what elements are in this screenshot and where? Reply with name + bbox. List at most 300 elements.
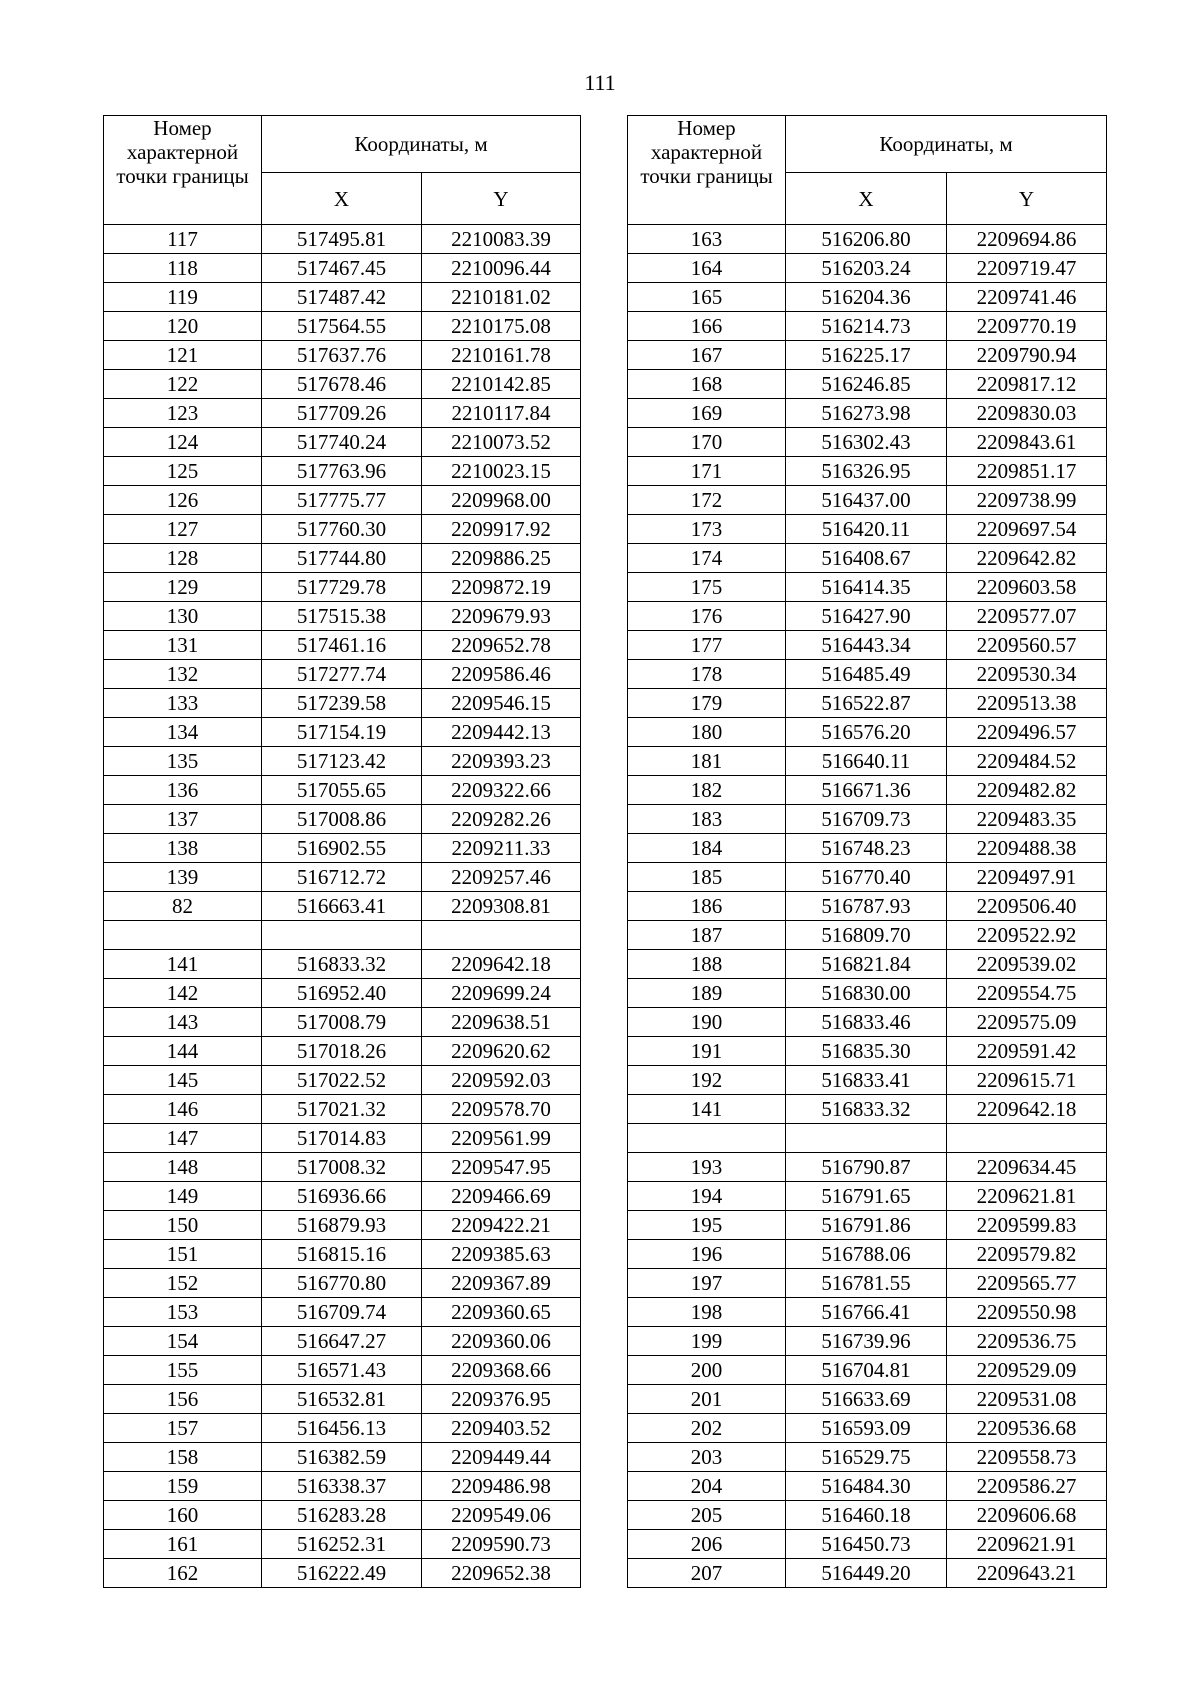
table-row: [104, 1559, 581, 1588]
y-coordinate-cell: 2209621.81: [947, 1182, 1107, 1211]
point-number-cell: 149: [104, 1182, 262, 1211]
table-row: [104, 486, 581, 515]
table-row: [628, 1472, 1107, 1501]
y-coordinate-cell: 2209496.57: [947, 718, 1107, 747]
table-row: [104, 747, 581, 776]
table-row: [628, 1356, 1107, 1385]
table-row: [104, 631, 581, 660]
y-coordinate-cell: 2209741.46: [947, 283, 1107, 312]
table-row: [628, 805, 1107, 834]
y-coordinate-cell: 2209486.98: [422, 1472, 581, 1501]
y-coordinate-cell: 2209699.24: [422, 979, 581, 1008]
point-number-cell: 182: [628, 776, 786, 805]
y-coordinate-cell: 2210175.08: [422, 312, 581, 341]
point-number-cell: 118: [104, 254, 262, 283]
table-row: [628, 747, 1107, 776]
y-coordinate-cell: 2209497.91: [947, 863, 1107, 892]
point-number-cell: 120: [104, 312, 262, 341]
x-coordinate-cell: 517055.65: [262, 776, 422, 805]
x-coordinate-cell: 517022.52: [262, 1066, 422, 1095]
y-coordinate-cell: 2209211.33: [422, 834, 581, 863]
table-row: [104, 1530, 581, 1559]
table-row: [628, 892, 1107, 921]
x-coordinate-cell: 516791.65: [786, 1182, 947, 1211]
point-number-cell: 153: [104, 1298, 262, 1327]
point-number-cell: 205: [628, 1501, 786, 1530]
x-coordinate-cell: 516204.36: [786, 283, 947, 312]
point-number-cell: 119: [104, 283, 262, 312]
table-row: [104, 1153, 581, 1182]
table-row: [628, 1414, 1107, 1443]
table-row: [104, 863, 581, 892]
x-coordinate-cell: 516338.37: [262, 1472, 422, 1501]
x-coordinate-cell: 517467.45: [262, 254, 422, 283]
x-coordinate-cell: 516712.72: [262, 863, 422, 892]
x-coordinate-cell: 516821.84: [786, 950, 947, 979]
y-coordinate-cell: 2209550.98: [947, 1298, 1107, 1327]
y-coordinate-cell: 2209615.71: [947, 1066, 1107, 1095]
y-coordinate-cell: 2209376.95: [422, 1385, 581, 1414]
y-coordinate-cell: 2209549.06: [422, 1501, 581, 1530]
x-coordinate-cell: 516246.85: [786, 370, 947, 399]
x-coordinate-cell: 516225.17: [786, 341, 947, 370]
point-number-cell: 199: [628, 1327, 786, 1356]
table-row: [104, 979, 581, 1008]
y-coordinate-cell: 2209586.46: [422, 660, 581, 689]
table-row: [104, 399, 581, 428]
y-coordinate-cell: 2209484.52: [947, 747, 1107, 776]
point-number-cell: 164: [628, 254, 786, 283]
point-number-cell: 159: [104, 1472, 262, 1501]
table-row: [104, 1269, 581, 1298]
y-coordinate-cell: 2209442.13: [422, 718, 581, 747]
x-coordinate-cell: 516522.87: [786, 689, 947, 718]
table-row: [104, 370, 581, 399]
table-row: [628, 1037, 1107, 1066]
table-row: [628, 399, 1107, 428]
point-number-cell: 154: [104, 1327, 262, 1356]
x-header: X: [262, 173, 422, 225]
x-coordinate-cell: [786, 1124, 947, 1153]
table-row: [104, 457, 581, 486]
y-coordinate-cell: 2209488.38: [947, 834, 1107, 863]
x-coordinate-cell: 516529.75: [786, 1443, 947, 1472]
table-row: [628, 689, 1107, 718]
point-number-cell: 131: [104, 631, 262, 660]
table-row: [628, 1530, 1107, 1559]
y-header: Y: [947, 173, 1107, 225]
table-row: [104, 515, 581, 544]
table-row: [628, 1124, 1107, 1153]
y-coordinate-cell: 2209851.17: [947, 457, 1107, 486]
table-row: [104, 660, 581, 689]
x-coordinate-cell: 517154.19: [262, 718, 422, 747]
table-row: [628, 1559, 1107, 1588]
point-number-cell: 179: [628, 689, 786, 718]
x-coordinate-cell: 516663.41: [262, 892, 422, 921]
table-row: [628, 1066, 1107, 1095]
x-coordinate-cell: 517239.58: [262, 689, 422, 718]
y-coordinate-cell: 2209529.09: [947, 1356, 1107, 1385]
x-coordinate-cell: 516902.55: [262, 834, 422, 863]
point-number-cell: 183: [628, 805, 786, 834]
y-coordinate-cell: 2209546.15: [422, 689, 581, 718]
table-row: [628, 1298, 1107, 1327]
y-coordinate-cell: 2209917.92: [422, 515, 581, 544]
table-row: [628, 1327, 1107, 1356]
x-coordinate-cell: 516709.73: [786, 805, 947, 834]
y-coordinate-cell: 2209679.93: [422, 602, 581, 631]
x-coordinate-cell: 517760.30: [262, 515, 422, 544]
point-number-cell: 162: [104, 1559, 262, 1588]
y-coordinate-cell: 2209586.27: [947, 1472, 1107, 1501]
point-number-cell: 141: [104, 950, 262, 979]
point-number-cell: 135: [104, 747, 262, 776]
x-coordinate-cell: 517775.77: [262, 486, 422, 515]
point-number-cell: 129: [104, 573, 262, 602]
y-coordinate-cell: 2209422.21: [422, 1211, 581, 1240]
point-number-cell: 160: [104, 1501, 262, 1530]
point-number-cell: 142: [104, 979, 262, 1008]
x-coordinate-cell: 516809.70: [786, 921, 947, 950]
x-coordinate-cell: 516787.93: [786, 892, 947, 921]
point-number-cell: 187: [628, 921, 786, 950]
y-coordinate-cell: 2209322.66: [422, 776, 581, 805]
x-coordinate-cell: 516420.11: [786, 515, 947, 544]
point-number-cell: 148: [104, 1153, 262, 1182]
y-coordinate-cell: 2209558.73: [947, 1443, 1107, 1472]
table-row: [628, 225, 1107, 254]
point-number-cell: 122: [104, 370, 262, 399]
point-number-cell: 202: [628, 1414, 786, 1443]
point-number-cell: 166: [628, 312, 786, 341]
x-coordinate-cell: 516485.49: [786, 660, 947, 689]
point-number-cell: 200: [628, 1356, 786, 1385]
y-coordinate-cell: 2209697.54: [947, 515, 1107, 544]
point-number-cell: 133: [104, 689, 262, 718]
point-number-cell: 137: [104, 805, 262, 834]
point-number-cell: 180: [628, 718, 786, 747]
table-row: [104, 805, 581, 834]
table-row: [104, 254, 581, 283]
table-row: [628, 341, 1107, 370]
point-number-cell: 152: [104, 1269, 262, 1298]
table-row: [104, 689, 581, 718]
x-coordinate-cell: 516788.06: [786, 1240, 947, 1269]
x-coordinate-cell: 516709.74: [262, 1298, 422, 1327]
y-coordinate-cell: 2209694.86: [947, 225, 1107, 254]
table-row: [628, 1095, 1107, 1124]
x-coordinate-cell: 517018.26: [262, 1037, 422, 1066]
y-coordinate-cell: 2209539.02: [947, 950, 1107, 979]
table-row: [628, 1501, 1107, 1530]
point-number-cell: 132: [104, 660, 262, 689]
y-coordinate-cell: 2209817.12: [947, 370, 1107, 399]
x-coordinate-cell: 516815.16: [262, 1240, 422, 1269]
y-coordinate-cell: 2209578.70: [422, 1095, 581, 1124]
y-coordinate-cell: [422, 921, 581, 950]
coordinates-header: Координаты, м: [786, 116, 1107, 173]
y-coordinate-cell: 2209642.18: [422, 950, 581, 979]
y-coordinate-cell: 2209886.25: [422, 544, 581, 573]
y-coordinate-cell: 2209513.38: [947, 689, 1107, 718]
table-row: [104, 1298, 581, 1327]
point-number-cell: 181: [628, 747, 786, 776]
point-number-cell: 130: [104, 602, 262, 631]
x-coordinate-cell: 517008.86: [262, 805, 422, 834]
x-coordinate-cell: 517564.55: [262, 312, 422, 341]
y-coordinate-cell: 2209591.42: [947, 1037, 1107, 1066]
table-row: [628, 776, 1107, 805]
x-coordinate-cell: 516449.20: [786, 1559, 947, 1588]
y-header: Y: [422, 173, 581, 225]
table-row: [104, 1124, 581, 1153]
table-row: [628, 1385, 1107, 1414]
y-coordinate-cell: 2209642.82: [947, 544, 1107, 573]
x-coordinate-cell: 517277.74: [262, 660, 422, 689]
y-coordinate-cell: 2209590.73: [422, 1530, 581, 1559]
point-number-cell: 136: [104, 776, 262, 805]
x-coordinate-cell: 516214.73: [786, 312, 947, 341]
y-coordinate-cell: 2209606.68: [947, 1501, 1107, 1530]
table-row: [104, 1385, 581, 1414]
x-coordinate-cell: 516704.81: [786, 1356, 947, 1385]
x-coordinate-cell: 517008.32: [262, 1153, 422, 1182]
point-number-cell: 157: [104, 1414, 262, 1443]
x-coordinate-cell: 516833.32: [786, 1095, 947, 1124]
point-number-cell: 190: [628, 1008, 786, 1037]
table-row: [628, 544, 1107, 573]
y-coordinate-cell: 2210181.02: [422, 283, 581, 312]
table-row: [104, 1095, 581, 1124]
y-coordinate-cell: 2209638.51: [422, 1008, 581, 1037]
x-coordinate-cell: 516790.87: [786, 1153, 947, 1182]
x-coordinate-cell: 516833.41: [786, 1066, 947, 1095]
y-coordinate-cell: 2209719.47: [947, 254, 1107, 283]
y-coordinate-cell: 2209560.57: [947, 631, 1107, 660]
table-row: [104, 1211, 581, 1240]
x-coordinate-cell: 517123.42: [262, 747, 422, 776]
table-row: [104, 1182, 581, 1211]
x-coordinate-cell: 516571.43: [262, 1356, 422, 1385]
x-coordinate-cell: 517763.96: [262, 457, 422, 486]
point-number-cell: 193: [628, 1153, 786, 1182]
x-coordinate-cell: 516427.90: [786, 602, 947, 631]
y-coordinate-cell: 2210083.39: [422, 225, 581, 254]
y-coordinate-cell: 2209368.66: [422, 1356, 581, 1385]
table-row: [628, 1008, 1107, 1037]
point-number-cell: 169: [628, 399, 786, 428]
table-row: [104, 428, 581, 457]
table-row: [104, 1501, 581, 1530]
y-coordinate-cell: 2209482.82: [947, 776, 1107, 805]
table-row: [104, 718, 581, 747]
y-coordinate-cell: 2209620.62: [422, 1037, 581, 1066]
table-row: [628, 283, 1107, 312]
table-row: [628, 921, 1107, 950]
point-number-cell: 196: [628, 1240, 786, 1269]
table-row: [104, 1443, 581, 1472]
y-coordinate-cell: 2209561.99: [422, 1124, 581, 1153]
point-number-cell: 185: [628, 863, 786, 892]
table-row: [104, 921, 581, 950]
x-coordinate-cell: 516206.80: [786, 225, 947, 254]
y-coordinate-cell: 2209830.03: [947, 399, 1107, 428]
point-number-cell: 207: [628, 1559, 786, 1588]
table-row: [628, 515, 1107, 544]
x-coordinate-cell: 516576.20: [786, 718, 947, 747]
table-row: [628, 254, 1107, 283]
table-row: [104, 573, 581, 602]
point-number-cell: 171: [628, 457, 786, 486]
table-row: [104, 225, 581, 254]
y-coordinate-cell: 2210142.85: [422, 370, 581, 399]
x-coordinate-cell: 516302.43: [786, 428, 947, 457]
table-row: [104, 950, 581, 979]
x-coordinate-cell: 516936.66: [262, 1182, 422, 1211]
table-row: [628, 950, 1107, 979]
table-row: [628, 1182, 1107, 1211]
x-coordinate-cell: 516640.11: [786, 747, 947, 776]
x-header: X: [786, 173, 947, 225]
point-number-cell: 204: [628, 1472, 786, 1501]
x-coordinate-cell: 517008.79: [262, 1008, 422, 1037]
table-row: [104, 1414, 581, 1443]
x-coordinate-cell: 516532.81: [262, 1385, 422, 1414]
y-coordinate-cell: 2210117.84: [422, 399, 581, 428]
y-coordinate-cell: 2209770.19: [947, 312, 1107, 341]
table-row: [104, 1356, 581, 1385]
point-number-cell: 172: [628, 486, 786, 515]
table-row: [104, 1066, 581, 1095]
x-coordinate-cell: 516460.18: [786, 1501, 947, 1530]
x-coordinate-cell: 517014.83: [262, 1124, 422, 1153]
y-coordinate-cell: 2209554.75: [947, 979, 1107, 1008]
y-coordinate-cell: 2209790.94: [947, 341, 1107, 370]
x-coordinate-cell: 517744.80: [262, 544, 422, 573]
x-coordinate-cell: 516326.95: [786, 457, 947, 486]
point-number-cell: 163: [628, 225, 786, 254]
y-coordinate-cell: 2209367.89: [422, 1269, 581, 1298]
x-coordinate-cell: 516647.27: [262, 1327, 422, 1356]
table-row: [628, 834, 1107, 863]
point-number-cell: 195: [628, 1211, 786, 1240]
point-number-cell: 177: [628, 631, 786, 660]
y-coordinate-cell: 2209738.99: [947, 486, 1107, 515]
table-row: [628, 428, 1107, 457]
y-coordinate-cell: 2209536.75: [947, 1327, 1107, 1356]
point-number-cell: 186: [628, 892, 786, 921]
point-number-cell: 197: [628, 1269, 786, 1298]
y-coordinate-cell: 2209634.45: [947, 1153, 1107, 1182]
y-coordinate-cell: 2209643.21: [947, 1559, 1107, 1588]
x-coordinate-cell: 516450.73: [786, 1530, 947, 1559]
point-number-cell: 143: [104, 1008, 262, 1037]
coordinates-table-right: [627, 115, 1107, 1588]
y-coordinate-cell: 2209531.08: [947, 1385, 1107, 1414]
table-row: [628, 1211, 1107, 1240]
y-coordinate-cell: 2209599.83: [947, 1211, 1107, 1240]
y-coordinate-cell: 2209592.03: [422, 1066, 581, 1095]
x-coordinate-cell: 516739.96: [786, 1327, 947, 1356]
y-coordinate-cell: 2209577.07: [947, 602, 1107, 631]
x-coordinate-cell: 517515.38: [262, 602, 422, 631]
table-row: [104, 834, 581, 863]
point-number-cell: 191: [628, 1037, 786, 1066]
point-number-cell: 146: [104, 1095, 262, 1124]
x-coordinate-cell: 516408.67: [786, 544, 947, 573]
x-coordinate-cell: 516222.49: [262, 1559, 422, 1588]
x-coordinate-cell: 517487.42: [262, 283, 422, 312]
table-row: [628, 1240, 1107, 1269]
point-number-cell: 134: [104, 718, 262, 747]
x-coordinate-cell: 517021.32: [262, 1095, 422, 1124]
y-coordinate-cell: 2209530.34: [947, 660, 1107, 689]
coordinates-header: Координаты, м: [262, 116, 581, 173]
x-coordinate-cell: 516830.00: [786, 979, 947, 1008]
point-number-cell: 150: [104, 1211, 262, 1240]
table-row: [104, 1037, 581, 1066]
x-coordinate-cell: 516203.24: [786, 254, 947, 283]
x-coordinate-cell: 516833.46: [786, 1008, 947, 1037]
point-number-cell: 124: [104, 428, 262, 457]
point-number-cell: 161: [104, 1530, 262, 1559]
point-number-cell: 201: [628, 1385, 786, 1414]
x-coordinate-cell: 516770.40: [786, 863, 947, 892]
table-row: [628, 718, 1107, 747]
point-number-cell: 147: [104, 1124, 262, 1153]
point-number-cell: 192: [628, 1066, 786, 1095]
point-number-cell: 165: [628, 283, 786, 312]
y-coordinate-cell: 2209385.63: [422, 1240, 581, 1269]
y-coordinate-cell: 2209522.92: [947, 921, 1107, 950]
point-number-cell: 128: [104, 544, 262, 573]
point-number-header: Номер характерной точки границы: [628, 116, 786, 225]
table-row: [628, 1153, 1107, 1182]
point-number-cell: 176: [628, 602, 786, 631]
x-coordinate-cell: 516593.09: [786, 1414, 947, 1443]
x-coordinate-cell: 517709.26: [262, 399, 422, 428]
table-row: [628, 312, 1107, 341]
y-coordinate-cell: 2209547.95: [422, 1153, 581, 1182]
table-row: [104, 1472, 581, 1501]
table-row: [628, 660, 1107, 689]
point-number-cell: 139: [104, 863, 262, 892]
y-coordinate-cell: 2209466.69: [422, 1182, 581, 1211]
y-coordinate-cell: 2209872.19: [422, 573, 581, 602]
x-coordinate-cell: 516781.55: [786, 1269, 947, 1298]
point-number-cell: 175: [628, 573, 786, 602]
point-number-cell: 155: [104, 1356, 262, 1385]
x-coordinate-cell: 517740.24: [262, 428, 422, 457]
point-number-cell: 189: [628, 979, 786, 1008]
x-coordinate-cell: 517495.81: [262, 225, 422, 254]
y-coordinate-cell: 2209843.61: [947, 428, 1107, 457]
coordinates-table-left: [103, 115, 581, 1588]
x-coordinate-cell: 516456.13: [262, 1414, 422, 1443]
y-coordinate-cell: 2209360.65: [422, 1298, 581, 1327]
x-coordinate-cell: 516633.69: [786, 1385, 947, 1414]
table-row: [104, 1327, 581, 1356]
x-coordinate-cell: [262, 921, 422, 950]
y-coordinate-cell: 2209282.26: [422, 805, 581, 834]
y-coordinate-cell: 2210073.52: [422, 428, 581, 457]
x-coordinate-cell: 516952.40: [262, 979, 422, 1008]
y-coordinate-cell: 2210096.44: [422, 254, 581, 283]
table-row: [628, 573, 1107, 602]
point-number-cell: 151: [104, 1240, 262, 1269]
point-number-cell: 138: [104, 834, 262, 863]
